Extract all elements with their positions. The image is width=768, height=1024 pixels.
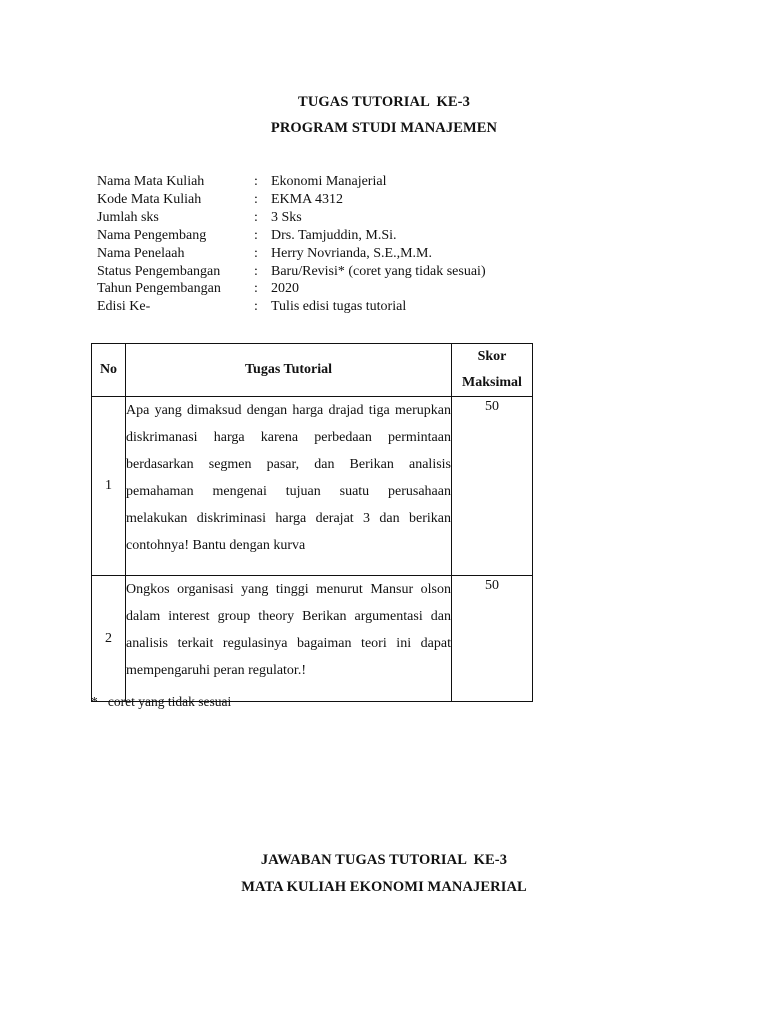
program-title: PROGRAM STUDI MANAJEMEN	[270, 120, 498, 136]
table-row	[92, 397, 533, 576]
meta-label: Nama Mata Kuliah	[97, 174, 205, 189]
meta-value: 2020	[271, 281, 299, 297]
meta-label: Jumlah sks	[97, 209, 159, 225]
meta-separator: :	[254, 263, 258, 279]
meta-row-jumlah-sks	[97, 209, 486, 227]
meta-value: Baru/Revisi* (coret yang tidak sesuai)	[271, 263, 486, 279]
max-score: 50	[452, 576, 533, 702]
meta-row-nama-penelaah	[97, 245, 486, 263]
task-table	[91, 343, 533, 702]
document-title: TUGAS TUTORIAL KE-3	[298, 94, 470, 110]
footnote: * coret yang tidak sesuai	[91, 694, 232, 709]
meta-label: Kode Mata Kuliah	[97, 191, 202, 207]
meta-row-nama-mata-kuliah	[97, 173, 486, 191]
meta-label: Edisi Ke-	[97, 299, 151, 315]
meta-row-nama-pengembang	[97, 227, 486, 245]
course-info	[97, 173, 486, 316]
meta-value: Tulis edisi tugas tutorial	[271, 299, 407, 315]
table-header-row	[92, 344, 533, 397]
meta-separator: :	[254, 174, 258, 189]
meta-separator: :	[254, 245, 258, 261]
meta-value: Drs. Tamjuddin, M.Si.	[271, 227, 397, 243]
table-row	[92, 576, 533, 702]
meta-row-kode-mata-kuliah	[97, 191, 486, 209]
header-no: No	[92, 344, 126, 397]
meta-row-edisi	[97, 298, 486, 316]
meta-row-status-pengembangan	[97, 263, 486, 281]
meta-label: Tahun Pengembangan	[97, 281, 221, 297]
meta-label: Status Pengembangan	[97, 263, 221, 279]
answer-title: JAWABAN TUGAS TUTORIAL KE-3	[260, 852, 508, 868]
meta-separator: :	[254, 209, 258, 225]
task-text: Ongkos organisasi yang tinggi menurut Mansur olson dalam interest group theory Berikan argumentasi dan analisis terkait regulasinya bagaiman teori ini dapat mempengaruhi peran regulator.!	[126, 576, 452, 702]
meta-label: Nama Pengembang	[97, 227, 207, 243]
meta-row-tahun-pengembangan	[97, 280, 486, 298]
meta-label: Nama Penelaah	[97, 245, 185, 261]
meta-value: 3 Sks	[271, 209, 302, 225]
row-number: 1	[92, 397, 126, 576]
meta-separator: :	[254, 227, 258, 243]
max-score: 50	[452, 397, 533, 576]
meta-value: Ekonomi Manajerial	[271, 174, 387, 189]
header-tugas-tutorial: Tugas Tutorial	[126, 344, 452, 397]
row-number: 2	[92, 576, 126, 702]
meta-value: Herry Novrianda, S.E.,M.M.	[271, 245, 432, 261]
meta-separator: :	[254, 299, 258, 315]
meta-value: EKMA 4312	[271, 191, 343, 207]
meta-separator: :	[254, 281, 258, 297]
header-skor-line1: Skor	[477, 349, 507, 364]
meta-separator: :	[254, 191, 258, 207]
answer-course-title: MATA KULIAH EKONOMI MANAJERIAL	[241, 879, 527, 895]
header-skor-maksimal	[452, 344, 533, 397]
header-skor-line2: Maksimal	[462, 375, 522, 390]
task-text: Apa yang dimaksud dengan harga drajad tiga merupkan diskrimanasi harga karena perbedaan permintaan berdasarkan segmen pasar, dan Berikan analisis pemahaman mengenai tujuan suatu perusahaan melakukan diskriminasi harga derajat 3 dan berikan contohnya! Bantu dengan kurva	[126, 397, 452, 576]
